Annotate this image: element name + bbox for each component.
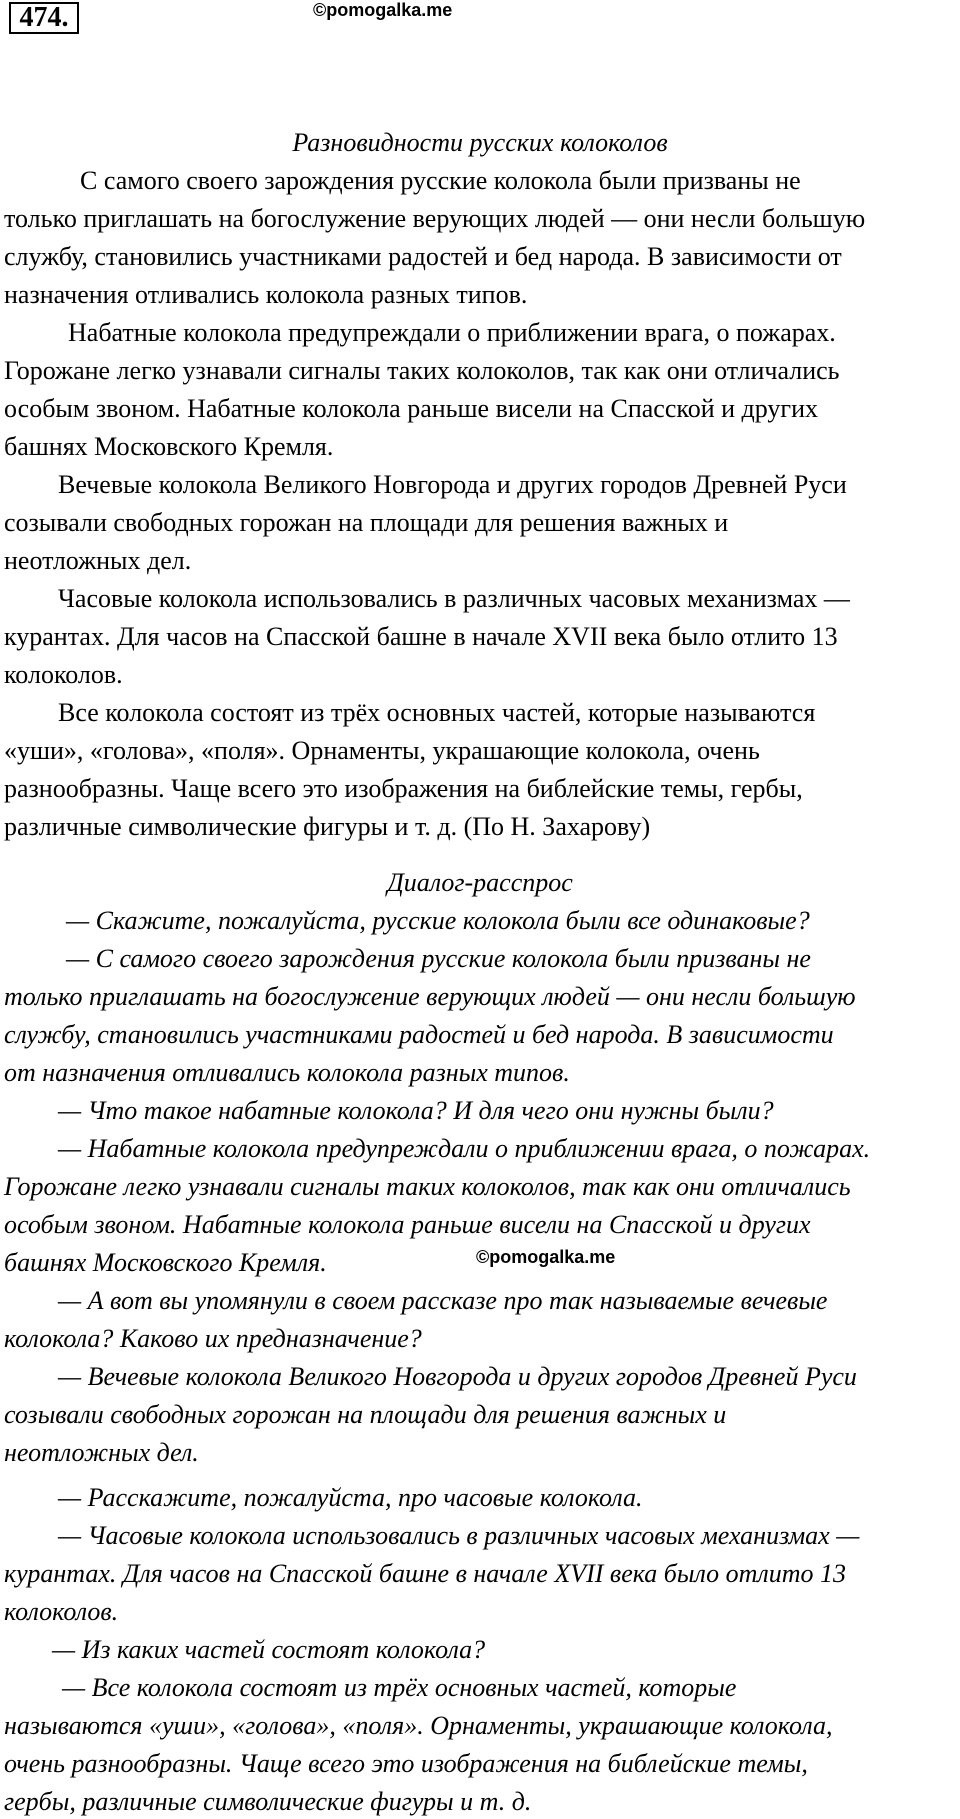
dialog-line: — Из каких частей состоят колокола? — [52, 1635, 486, 1664]
text-line: Часовые колокола использовались в различных часовых механизмах — — [58, 584, 850, 613]
watermark-middle: ©pomogalka.me — [476, 1247, 616, 1267]
dialog-line: — Скажите, пожалуйста, русские колокола были все одинаковые? — [66, 906, 810, 935]
dialog-line: колокола? Каково их предназначение? — [4, 1324, 422, 1353]
dialog-line: башнях Московского Кремля. — [4, 1248, 327, 1277]
dialog-line: только приглашать на богослужение верующих людей — они несли большую — [4, 982, 856, 1011]
text-line: С самого своего зарождения русские колокола были призваны не — [80, 166, 801, 195]
watermark-top: ©pomogalka.me — [313, 0, 453, 20]
text-line: «уши», «голова», «поля». Орнаменты, украшающие колокола, очень — [4, 736, 760, 765]
dialog-line: службу, становились участниками радостей и бед народа. В зависимости — [4, 1020, 834, 1049]
dialog-line: — Что такое набатные колокола? И для чего они нужны были? — [58, 1096, 774, 1125]
dialog-line: курантах. Для часов на Спасской башне в начале XVII века было отлито 13 — [4, 1559, 846, 1588]
exercise-number: 474. — [9, 2, 79, 34]
dialog-line: — Набатные колокола предупреждали о приближении врага, о пожарах. — [58, 1134, 871, 1163]
text-line: Набатные колокола предупреждали о приближении врага, о пожарах. — [68, 318, 836, 347]
text-line: созывали свободных горожан на площади для решения важных и — [4, 508, 729, 537]
dialog-line: очень разнообразны. Чаще всего это изображения на библейские темы, — [4, 1749, 808, 1778]
text-line: колоколов. — [4, 660, 123, 689]
text-line: только приглашать на богослужение верующих людей — они несли большую — [4, 204, 866, 233]
dialog-line: — Расскажите, пожалуйста, про часовые колокола. — [58, 1483, 643, 1512]
dialog-title: Диалог-расспрос — [387, 868, 573, 897]
dialog-line: — А вот вы упомянули в своем рассказе про так называемые вечевые — [58, 1286, 828, 1315]
text-line: Горожане легко узнавали сигналы таких колоколов, так как они отличались — [4, 356, 840, 385]
text-line: особым звоном. Набатные колокола раньше висели на Спасской и других — [4, 394, 818, 423]
text-line: курантах. Для часов на Спасской башне в начале XVII века было отлито 13 — [4, 622, 838, 651]
dialog-line: — Все колокола состоят из трёх основных частей, которые — [62, 1673, 737, 1702]
dialog-line: гербы, различные символические фигуры и т. д. — [4, 1787, 532, 1816]
text-line: разнообразны. Чаще всего это изображения на библейские темы, гербы, — [4, 774, 803, 803]
text-line: службу, становились участниками радостей и бед народа. В зависимости от — [4, 242, 842, 271]
text-line: Все колокола состоят из трёх основных частей, которые называются — [58, 698, 816, 727]
text-title: Разновидности русских колоколов — [292, 128, 668, 157]
dialog-line: от назначения отливались колокола разных типов. — [4, 1058, 570, 1087]
dialog-line: — Часовые колокола использовались в различных часовых механизмах — — [58, 1521, 860, 1550]
text-line: неотложных дел. — [4, 546, 192, 575]
dialog-line: неотложных дел. — [4, 1438, 199, 1467]
text-line: Вечевые колокола Великого Новгорода и других городов Древней Руси — [58, 470, 847, 499]
dialog-line: Горожане легко узнавали сигналы таких колоколов, так как они отличались — [4, 1172, 851, 1201]
dialog-line: — С самого своего зарождения русские колокола были призваны не — [66, 944, 811, 973]
text-line: различные символические фигуры и т. д. (По Н. Захарову) — [4, 812, 651, 841]
dialog-line: называются «уши», «голова», «поля». Орнаменты, украшающие колокола, — [4, 1711, 833, 1740]
dialog-line: колоколов. — [4, 1597, 119, 1626]
text-line: назначения отливались колокола разных типов. — [4, 280, 528, 309]
dialog-line: созывали свободных горожан на площади для решения важных и — [4, 1400, 727, 1429]
dialog-line: особым звоном. Набатные колокола раньше висели на Спасской и других — [4, 1210, 811, 1239]
dialog-line: — Вечевые колокола Великого Новгорода и других городов Древней Руси — [58, 1362, 857, 1391]
text-line: башнях Московского Кремля. — [4, 432, 334, 461]
